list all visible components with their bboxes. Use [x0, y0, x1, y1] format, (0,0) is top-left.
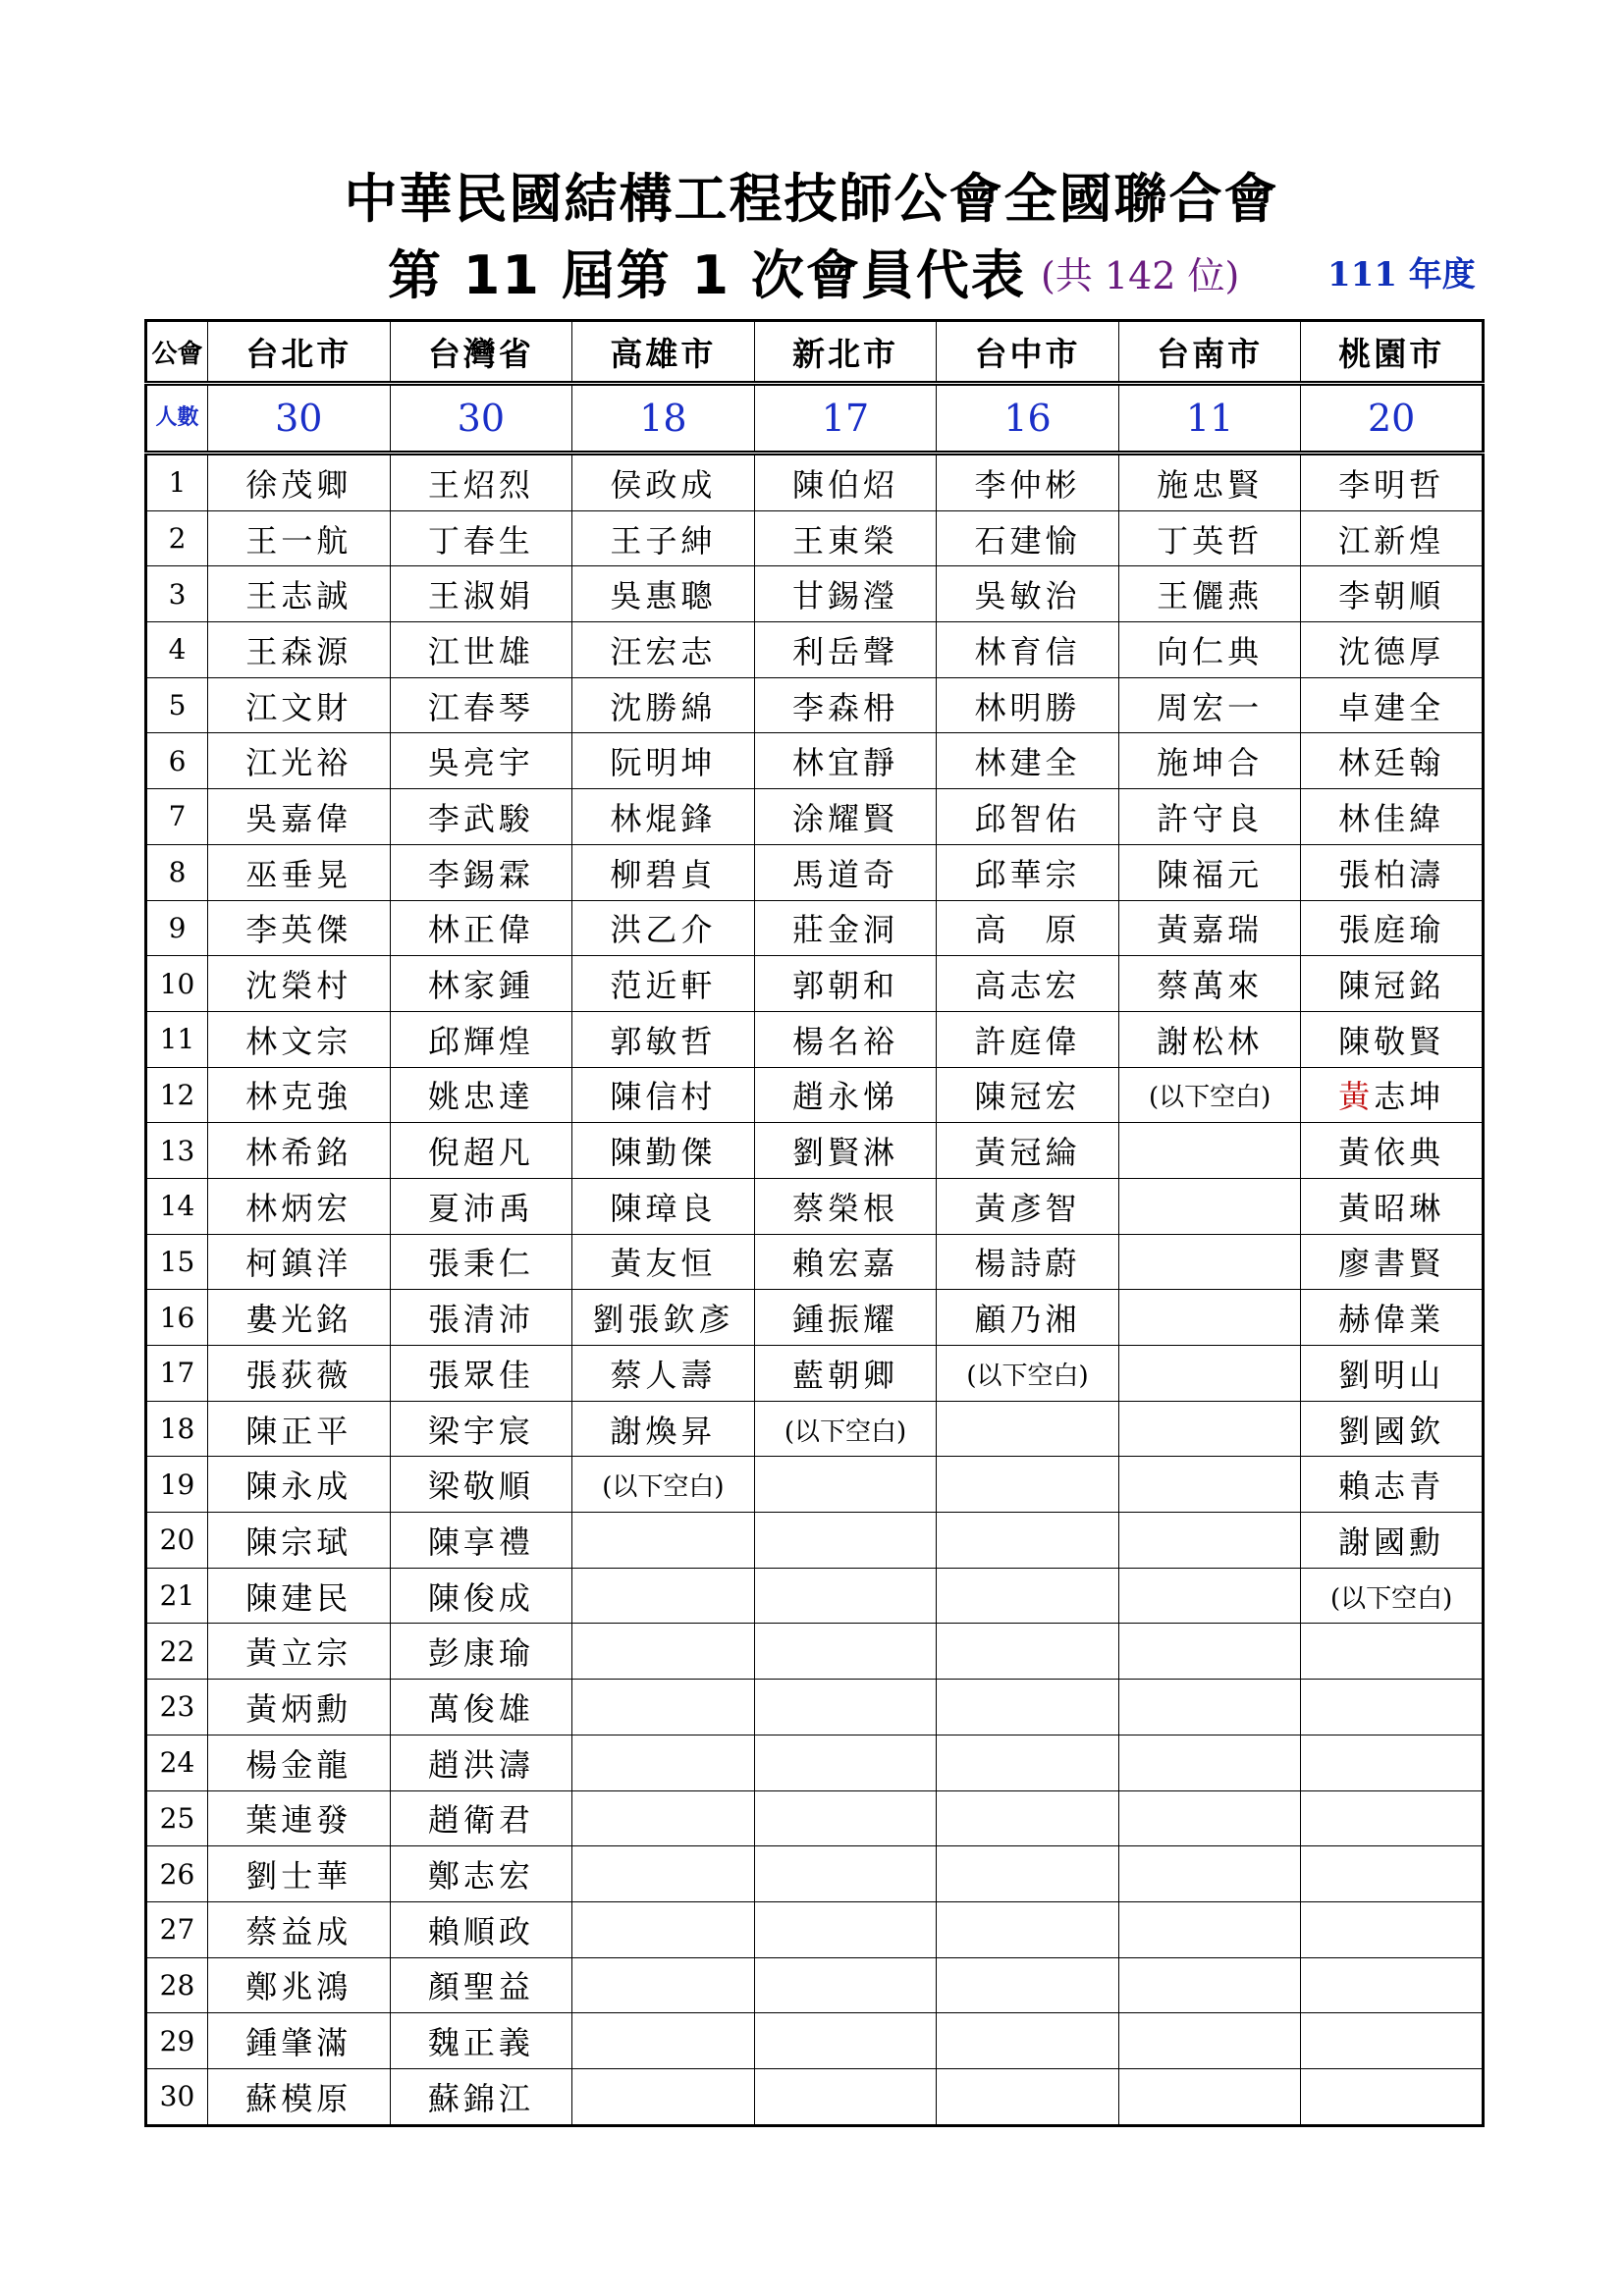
member-name: 王東榮 — [754, 510, 937, 566]
member-name: 石建愉 — [937, 510, 1119, 566]
member-name: 趙永悌 — [754, 1067, 937, 1123]
member-name: 陳俊成 — [390, 1568, 572, 1624]
member-name: 許守良 — [1118, 789, 1301, 845]
member-name: 張柏濤 — [1301, 844, 1484, 900]
empty-cell — [1301, 1957, 1484, 2013]
empty-cell — [572, 1513, 755, 1569]
member-count: 18 — [572, 384, 755, 454]
member-name: 藍朝卿 — [754, 1346, 937, 1402]
member-name: 邱智佑 — [937, 789, 1119, 845]
member-name: 姚忠達 — [390, 1067, 572, 1123]
empty-cell — [1301, 1624, 1484, 1680]
table-row — [146, 1346, 1484, 1402]
count-label: 人數 — [146, 384, 208, 454]
member-name: 陳冠宏 — [937, 1067, 1119, 1123]
member-name: 巫垂晃 — [208, 844, 391, 900]
table-row — [146, 2068, 1484, 2125]
member-name: 黃嘉瑞 — [1118, 900, 1301, 956]
union-name: 台北市 — [208, 321, 391, 384]
empty-cell — [1118, 2068, 1301, 2125]
member-name: 陳璋良 — [572, 1178, 755, 1234]
member-name: 蔡人壽 — [572, 1346, 755, 1402]
member-name: 陳正平 — [208, 1401, 391, 1457]
member-name: 汪宏志 — [572, 622, 755, 678]
empty-cell — [754, 1513, 937, 1569]
empty-cell — [1118, 1346, 1301, 1402]
member-name: 馬道奇 — [754, 844, 937, 900]
row-number: 18 — [146, 1401, 208, 1457]
empty-cell — [572, 1901, 755, 1957]
empty-cell — [1118, 1790, 1301, 1846]
table-row — [146, 677, 1484, 733]
row-number: 5 — [146, 677, 208, 733]
row-number: 21 — [146, 1568, 208, 1624]
empty-cell — [937, 2013, 1119, 2069]
empty-cell — [572, 1735, 755, 1790]
empty-cell — [754, 2013, 937, 2069]
member-name: 夏沛禹 — [390, 1178, 572, 1234]
member-name: 林家鍾 — [390, 956, 572, 1012]
member-name: 陳福元 — [1118, 844, 1301, 900]
table-row — [146, 733, 1484, 789]
member-name: 楊詩蔚 — [937, 1234, 1119, 1290]
empty-cell — [754, 1901, 937, 1957]
member-name: 李朝順 — [1301, 566, 1484, 622]
empty-cell — [937, 1624, 1119, 1680]
member-name: 王儷燕 — [1118, 566, 1301, 622]
member-name: 黃立宗 — [208, 1624, 391, 1680]
member-name: 劉明山 — [1301, 1346, 1484, 1402]
blank-marker-text: (以下空白) — [1330, 1583, 1453, 1614]
member-name: 林育信 — [937, 622, 1119, 678]
member-count: 16 — [937, 384, 1119, 454]
member-name: 吳惠聰 — [572, 566, 755, 622]
row-number: 27 — [146, 1901, 208, 1957]
member-name: 涂耀賢 — [754, 789, 937, 845]
member-name: 利岳聲 — [754, 622, 937, 678]
member-name: 葉連發 — [208, 1790, 391, 1846]
member-name: 王一航 — [208, 510, 391, 566]
member-name: 江春琴 — [390, 677, 572, 733]
member-name: 郭朝和 — [754, 956, 937, 1012]
row-number: 11 — [146, 1011, 208, 1067]
member-name: 郭敏哲 — [572, 1011, 755, 1067]
member-name: 施忠賢 — [1118, 454, 1301, 511]
empty-cell — [1301, 1735, 1484, 1790]
empty-cell — [754, 1846, 937, 1902]
member-name: 邱輝煌 — [390, 1011, 572, 1067]
member-name: 黃依典 — [1301, 1123, 1484, 1179]
row-number: 4 — [146, 622, 208, 678]
member-name: 洪乙介 — [572, 900, 755, 956]
member-name: 趙衛君 — [390, 1790, 572, 1846]
empty-cell — [937, 1790, 1119, 1846]
member-name: 顧乃湘 — [937, 1290, 1119, 1346]
table-row — [146, 956, 1484, 1012]
member-name: 林文宗 — [208, 1011, 391, 1067]
empty-cell — [572, 2068, 755, 2125]
empty-cell — [754, 1457, 937, 1513]
document-subtitle: 第 11 屆第 1 次會員代表 — [388, 244, 1026, 306]
member-name: 劉張欽彥 — [572, 1290, 755, 1346]
empty-cell — [1118, 1957, 1301, 2013]
row-number: 3 — [146, 566, 208, 622]
member-name: 沈德厚 — [1301, 622, 1484, 678]
empty-cell — [1118, 1234, 1301, 1290]
empty-cell — [937, 1568, 1119, 1624]
member-name: 柳碧貞 — [572, 844, 755, 900]
empty-cell — [572, 1846, 755, 1902]
member-name: 賴志青 — [1301, 1457, 1484, 1513]
empty-cell — [1118, 1846, 1301, 1902]
union-label: 公會 — [146, 321, 208, 384]
table-row — [146, 2013, 1484, 2069]
member-name: 吳敏治 — [937, 566, 1119, 622]
member-name: 邱華宗 — [937, 844, 1119, 900]
member-name: 鄭志宏 — [390, 1846, 572, 1902]
document-title: 中華民國結構工程技師公會全國聯合會 — [344, 168, 1279, 230]
union-name: 桃園市 — [1301, 321, 1484, 384]
row-number: 17 — [146, 1346, 208, 1402]
member-name: 梁敬順 — [390, 1457, 572, 1513]
table-row — [146, 1513, 1484, 1569]
member-count: 30 — [208, 384, 391, 454]
member-name: 陳伯炤 — [754, 454, 937, 511]
member-name: 李英傑 — [208, 900, 391, 956]
member-name: 陳建民 — [208, 1568, 391, 1624]
member-name: 廖書賢 — [1301, 1234, 1484, 1290]
empty-cell — [1118, 1680, 1301, 1735]
empty-cell — [937, 1457, 1119, 1513]
member-name: 謝松林 — [1118, 1011, 1301, 1067]
member-name: 林佳緯 — [1301, 789, 1484, 845]
empty-cell — [572, 1680, 755, 1735]
empty-cell — [937, 1957, 1119, 2013]
table-row — [146, 1624, 1484, 1680]
table-row — [146, 1568, 1484, 1624]
empty-cell — [1118, 1401, 1301, 1457]
row-number: 20 — [146, 1513, 208, 1569]
empty-cell — [1118, 1735, 1301, 1790]
member-name: 高 原 — [937, 900, 1119, 956]
member-name: 蘇模原 — [208, 2068, 391, 2125]
blank-marker-text: (以下空白) — [1148, 1083, 1271, 1113]
member-name: 黃冠綸 — [937, 1123, 1119, 1179]
member-name: 楊名裕 — [754, 1011, 937, 1067]
member-name: 彭康瑜 — [390, 1624, 572, 1680]
member-name: 周宏一 — [1118, 677, 1301, 733]
member-name: 張庭瑜 — [1301, 900, 1484, 956]
table-row — [146, 844, 1484, 900]
blank-marker — [754, 1401, 937, 1457]
blank-marker — [1118, 1067, 1301, 1123]
empty-cell — [1301, 1680, 1484, 1735]
row-number: 10 — [146, 956, 208, 1012]
member-name: 李武駿 — [390, 789, 572, 845]
empty-cell — [937, 1401, 1119, 1457]
row-number: 22 — [146, 1624, 208, 1680]
member-name: 李森枏 — [754, 677, 937, 733]
member-name: 賴順政 — [390, 1901, 572, 1957]
roster-body — [146, 321, 1484, 2126]
empty-cell — [937, 1846, 1119, 1902]
empty-cell — [754, 1680, 937, 1735]
member-name: 鄭兆鴻 — [208, 1957, 391, 2013]
empty-cell — [937, 2068, 1119, 2125]
member-name: 謝國勳 — [1301, 1513, 1484, 1569]
member-name: 林建全 — [937, 733, 1119, 789]
member-name: 林明勝 — [937, 677, 1119, 733]
total-count: (共 142 位) — [1041, 254, 1240, 297]
member-name: 趙洪濤 — [390, 1735, 572, 1790]
member-name: 陳敬賢 — [1301, 1011, 1484, 1067]
table-row — [146, 900, 1484, 956]
member-name: 魏正義 — [390, 2013, 572, 2069]
empty-cell — [754, 2068, 937, 2125]
union-name: 台中市 — [937, 321, 1119, 384]
member-name: 婁光銘 — [208, 1290, 391, 1346]
table-row — [146, 1790, 1484, 1846]
empty-cell — [1301, 1790, 1484, 1846]
row-number: 12 — [146, 1067, 208, 1123]
row-number: 30 — [146, 2068, 208, 2125]
table-row — [146, 454, 1484, 511]
member-name: 王森源 — [208, 622, 391, 678]
member-name: 鍾肇滿 — [208, 2013, 391, 2069]
blank-marker-text: (以下空白) — [602, 1472, 725, 1503]
member-name: 張荻薇 — [208, 1346, 391, 1402]
member-name: 黃彥智 — [937, 1178, 1119, 1234]
empty-cell — [1118, 1513, 1301, 1569]
member-name: 沈榮村 — [208, 956, 391, 1012]
row-number: 24 — [146, 1735, 208, 1790]
table-row — [146, 1457, 1484, 1513]
member-name: 林希銘 — [208, 1123, 391, 1179]
empty-cell — [572, 2013, 755, 2069]
row-number: 8 — [146, 844, 208, 900]
table-row — [146, 510, 1484, 566]
empty-cell — [572, 1624, 755, 1680]
empty-cell — [1118, 1178, 1301, 1234]
empty-cell — [754, 1568, 937, 1624]
member-name: 吳亮宇 — [390, 733, 572, 789]
member-name: 張眾佳 — [390, 1346, 572, 1402]
table-row — [146, 1846, 1484, 1902]
member-name: 阮明坤 — [572, 733, 755, 789]
member-name: 鍾振耀 — [754, 1290, 937, 1346]
empty-cell — [1301, 2068, 1484, 2125]
member-name: 陳勤傑 — [572, 1123, 755, 1179]
member-name: 張清沛 — [390, 1290, 572, 1346]
member-name: 王子紳 — [572, 510, 755, 566]
empty-cell — [754, 1624, 937, 1680]
blank-marker — [1301, 1568, 1484, 1624]
member-count-row — [146, 384, 1484, 454]
member-name: 王炤烈 — [390, 454, 572, 511]
empty-cell — [937, 1901, 1119, 1957]
member-name: 范近軒 — [572, 956, 755, 1012]
table-row — [146, 1123, 1484, 1179]
empty-cell — [572, 1957, 755, 2013]
member-name: 徐茂卿 — [208, 454, 391, 511]
row-number: 13 — [146, 1123, 208, 1179]
member-name: 劉士華 — [208, 1846, 391, 1902]
member-count: 11 — [1118, 384, 1301, 454]
member-name: 王淑娟 — [390, 566, 572, 622]
empty-cell — [937, 1680, 1119, 1735]
member-name: 陳享禮 — [390, 1513, 572, 1569]
table-row — [146, 1735, 1484, 1790]
member-name: 李仲彬 — [937, 454, 1119, 511]
table-row — [146, 789, 1484, 845]
member-name: 劉國欽 — [1301, 1401, 1484, 1457]
empty-cell — [1301, 1846, 1484, 1902]
member-name: 柯鎮洋 — [208, 1234, 391, 1290]
empty-cell — [937, 1513, 1119, 1569]
member-name: 丁春生 — [390, 510, 572, 566]
fiscal-year: 111 年度 — [1327, 255, 1476, 294]
empty-cell — [1118, 1568, 1301, 1624]
empty-cell — [572, 1790, 755, 1846]
member-name: 赫偉業 — [1301, 1290, 1484, 1346]
member-name: 李明哲 — [1301, 454, 1484, 511]
member-name: 甘錫瀅 — [754, 566, 937, 622]
table-row — [146, 1067, 1484, 1123]
member-name: 蔡榮根 — [754, 1178, 937, 1234]
member-name: 許庭偉 — [937, 1011, 1119, 1067]
member-name: 侯政成 — [572, 454, 755, 511]
row-number: 26 — [146, 1846, 208, 1902]
member-name: 江文財 — [208, 677, 391, 733]
member-name: 莊金洞 — [754, 900, 937, 956]
member-name: 陳永成 — [208, 1457, 391, 1513]
union-name: 台南市 — [1118, 321, 1301, 384]
union-name: 台灣省 — [390, 321, 572, 384]
member-name: 賴宏嘉 — [754, 1234, 937, 1290]
member-name: 丁英哲 — [1118, 510, 1301, 566]
empty-cell — [1118, 1901, 1301, 1957]
row-number: 28 — [146, 1957, 208, 2013]
member-name: 顏聖益 — [390, 1957, 572, 2013]
table-row — [146, 1011, 1484, 1067]
member-name: 向仁典 — [1118, 622, 1301, 678]
row-number: 1 — [146, 454, 208, 511]
member-name: 謝煥昇 — [572, 1401, 755, 1457]
member-name: 黃昭琳 — [1301, 1178, 1484, 1234]
blank-marker-text: (以下空白) — [784, 1416, 907, 1447]
member-name: 江光裕 — [208, 733, 391, 789]
union-header-row — [146, 321, 1484, 384]
member-name: 陳宗珷 — [208, 1513, 391, 1569]
member-name: 蘇錦江 — [390, 2068, 572, 2125]
table-row — [146, 1680, 1484, 1735]
member-name: 蔡萬來 — [1118, 956, 1301, 1012]
blank-marker-text: (以下空白) — [966, 1361, 1089, 1391]
member-name: 黃友恒 — [572, 1234, 755, 1290]
member-name: 黃志坤 — [1301, 1067, 1484, 1123]
empty-cell — [937, 1735, 1119, 1790]
row-number: 6 — [146, 733, 208, 789]
row-number: 23 — [146, 1680, 208, 1735]
member-name: 施坤合 — [1118, 733, 1301, 789]
member-name: 梁宇宸 — [390, 1401, 572, 1457]
row-number: 25 — [146, 1790, 208, 1846]
row-number: 14 — [146, 1178, 208, 1234]
empty-cell — [1118, 1624, 1301, 1680]
empty-cell — [754, 1957, 937, 2013]
table-row — [146, 1234, 1484, 1290]
member-name: 林宜靜 — [754, 733, 937, 789]
empty-cell — [754, 1790, 937, 1846]
empty-cell — [1118, 1290, 1301, 1346]
empty-cell — [1118, 1123, 1301, 1179]
member-name: 江新煌 — [1301, 510, 1484, 566]
member-name: 林炳宏 — [208, 1178, 391, 1234]
empty-cell — [1118, 1457, 1301, 1513]
union-name: 高雄市 — [572, 321, 755, 384]
member-name: 林廷翰 — [1301, 733, 1484, 789]
table-row — [146, 1901, 1484, 1957]
empty-cell — [1301, 1901, 1484, 1957]
table-row — [146, 622, 1484, 678]
blank-marker — [937, 1346, 1119, 1402]
member-name: 李錫霖 — [390, 844, 572, 900]
member-name: 王志誠 — [208, 566, 391, 622]
empty-cell — [1118, 2013, 1301, 2069]
row-number: 29 — [146, 2013, 208, 2069]
member-count: 30 — [390, 384, 572, 454]
empty-cell — [572, 1568, 755, 1624]
member-name: 張秉仁 — [390, 1234, 572, 1290]
member-name: 蔡益成 — [208, 1901, 391, 1957]
union-name: 新北市 — [754, 321, 937, 384]
row-number: 7 — [146, 789, 208, 845]
member-name: 林焜鋒 — [572, 789, 755, 845]
member-name: 高志宏 — [937, 956, 1119, 1012]
member-name: 吳嘉偉 — [208, 789, 391, 845]
member-name: 倪超凡 — [390, 1123, 572, 1179]
member-name: 楊金龍 — [208, 1735, 391, 1790]
empty-cell — [1301, 2013, 1484, 2069]
member-count: 17 — [754, 384, 937, 454]
member-name: 林克強 — [208, 1067, 391, 1123]
table-row — [146, 1290, 1484, 1346]
member-name: 萬俊雄 — [390, 1680, 572, 1735]
member-roster-table — [144, 319, 1485, 2127]
empty-cell — [754, 1735, 937, 1790]
table-row — [146, 1957, 1484, 2013]
row-number: 16 — [146, 1290, 208, 1346]
member-name: 劉賢淋 — [754, 1123, 937, 1179]
row-number: 9 — [146, 900, 208, 956]
row-number: 19 — [146, 1457, 208, 1513]
member-count: 20 — [1301, 384, 1484, 454]
table-row — [146, 566, 1484, 622]
member-name: 林正偉 — [390, 900, 572, 956]
row-number: 15 — [146, 1234, 208, 1290]
member-name: 江世雄 — [390, 622, 572, 678]
blank-marker — [572, 1457, 755, 1513]
member-name: 陳信村 — [572, 1067, 755, 1123]
member-name: 沈勝綿 — [572, 677, 755, 733]
member-name: 陳冠銘 — [1301, 956, 1484, 1012]
table-row — [146, 1178, 1484, 1234]
table-row — [146, 1401, 1484, 1457]
member-name: 黃炳勳 — [208, 1680, 391, 1735]
member-name: 卓建全 — [1301, 677, 1484, 733]
row-number: 2 — [146, 510, 208, 566]
